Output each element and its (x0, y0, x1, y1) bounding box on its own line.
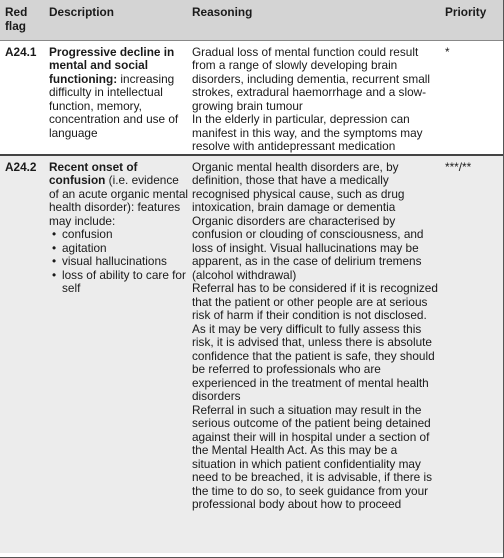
reasoning-paragraph: Organic mental health disorders are, by definition, those that have a medically recognised physical cause, such as drug intoxication, brain damage or dementia (192, 159, 405, 214)
table-row (0, 40, 503, 155)
description-title: Progressive decline in mental and social functioning: (49, 44, 175, 86)
header-red-flag: Red flag (5, 5, 28, 33)
list-item: • confusion (49, 228, 189, 242)
description-text: increasing difficulty in intellectual function, memory, concentration and use of language (49, 71, 179, 140)
header-reasoning: Reasoning (192, 5, 253, 19)
list-item: • visual hallucinations (49, 255, 189, 269)
flag-code: A24.1 (5, 44, 37, 59)
list-item: • agitation (49, 242, 189, 256)
description-text: (i.e. evidence of an acute organic mental health disorder): features may include: (49, 173, 189, 228)
table-header-row (0, 0, 503, 40)
reasoning-paragraph: In the elderly in particular, depression can manifest in this way, and the symptoms may resolve with antidepressant medication (192, 112, 423, 153)
header-priority: Priority (445, 5, 487, 19)
reasoning-paragraph: Organic disorders are characterised by confusion or clouding of consciousness, and loss of insight. Visual hallucinations may be apparent, as in the case of delirium tremens (alcohol withdrawal) (192, 213, 424, 282)
priority-value: * (445, 44, 450, 59)
description-title: Recent onset of confusion (49, 159, 138, 187)
priority-value: ***/** (445, 159, 472, 174)
header-description: Description (49, 5, 114, 19)
flag-code: A24.2 (5, 159, 37, 174)
feature-list (49, 228, 189, 296)
reasoning-paragraph: Referral has to be considered if it is recognized that the patient or other people are at serious risk of harm if their condition is not disclosed. As it may be very difficult to fully assess this risk, it is advised that, unless there is absolute confidence that the patient is safe, they should be referred to professionals who are experienced in the treatment of mental health disorders (192, 281, 438, 403)
reasoning-paragraph: Gradual loss of mental function could result from a range of slowly developing brain disorders, including dementia, recurrent small strokes, extradural haemorrhage and a slow-growing brain tumour (192, 44, 431, 113)
list-item: • loss of ability to care for self (49, 269, 189, 296)
table-row (0, 155, 503, 553)
reasoning-paragraph: Referral in such a situation may result in the serious outcome of the patient being detained against their will in hospital under a section of the Mental Health Act. As this may be a situation in which patient confidentiality may need to be breached, it is advisable, if there is the time to do so, to seek guidance from your professional body about how to proceed (192, 402, 433, 511)
